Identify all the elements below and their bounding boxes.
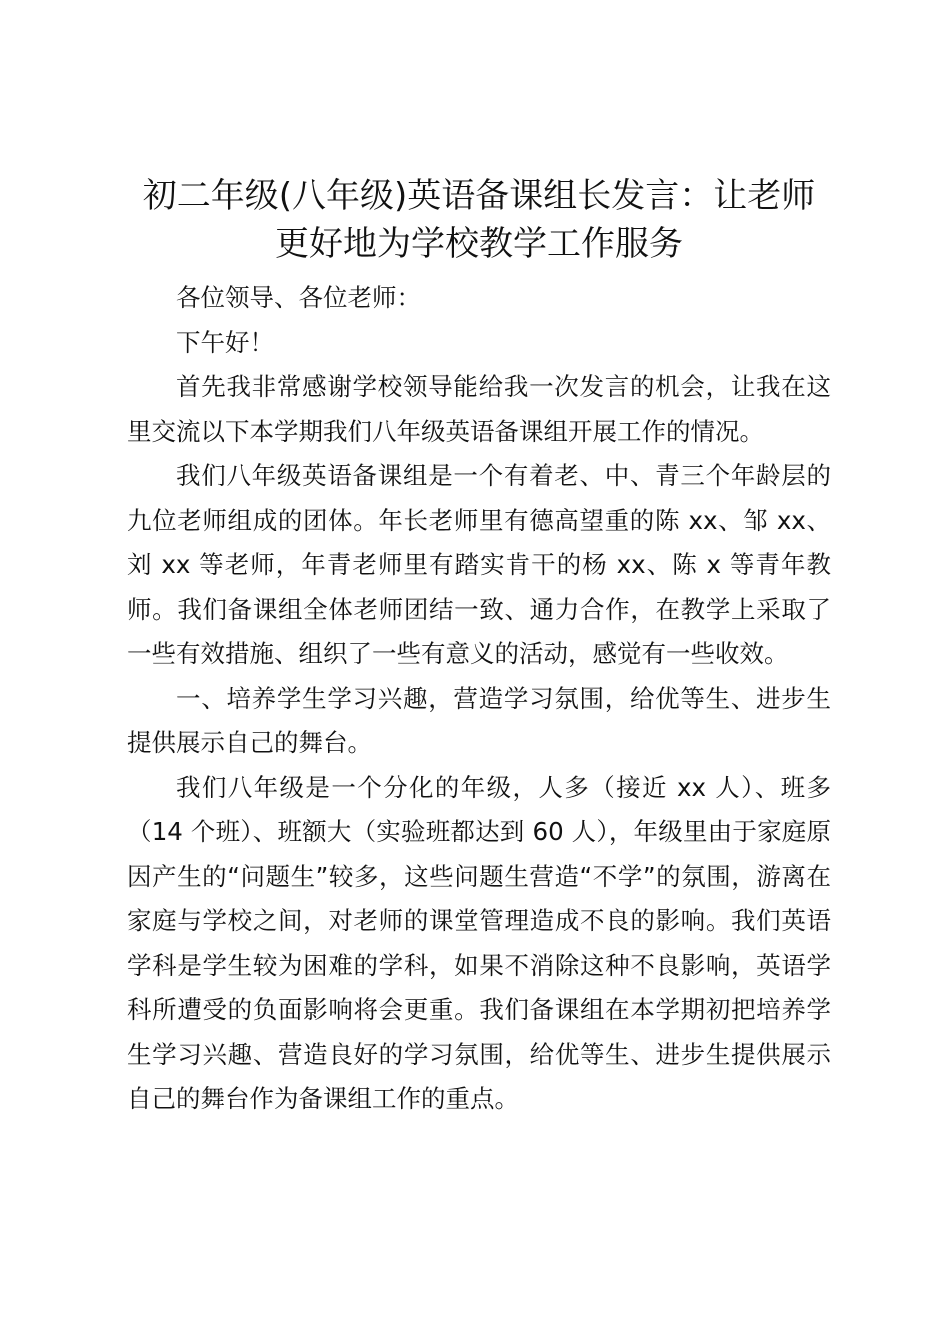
greeting: 下午好！ bbox=[176, 327, 274, 357]
paragraph-team: 我们八年级英语备课组是一个有着老、中、青三个年龄层的九位老师组成的团体。年长老师里有德高望重的陈 xx、邹 xx、刘 xx 等老师，年青老师里有踏实肯干的杨 xx、陈 x 等青年教师。我们备课组全体老师团结一致、通力合作，在教学上采取了一些有效措施、组织了一些有意义的活动，感觉有一些收效。 bbox=[127, 461, 831, 668]
paragraph-intro: 首先我非常感谢学校领导能给我一次发言的机会，让我在这里交流以下本学期我们八年级英语备课组开展工作的情况。 bbox=[127, 372, 831, 446]
document-title bbox=[127, 172, 831, 268]
title-line-1: 初二年级(八年级)英语备课组长发言：让老师 bbox=[142, 176, 816, 216]
section-heading-1: 一、培养学生学习兴趣，营造学习氛围，给优等生、进步生提供展示自己的舞台。 bbox=[127, 683, 831, 757]
title-line-2: 更好地为学校教学工作服务 bbox=[275, 224, 683, 264]
salutation: 各位领导、各位老师： bbox=[176, 283, 421, 312]
paragraph-grade-situation: 我们八年级是一个分化的年级，人多（接近 xx 人）、班多（14 个班）、班额大（实验班都达到 60 人），年级里由于家庭原因产生的“问题生”较多，这些问题生营造“不学”的氛围，游离在家庭与学校之间，对老师的课堂管理造成不良的影响。我们英语学科是学生较为困难的学科，如果不消除这种不良影响，英语学科所遭受的负面影响将会更重。我们备课组在本学期初把培养学生学习兴趣、营造良好的学习氛围，给优等生、进步生提供展示自己的舞台作为备课组工作的重点。 bbox=[127, 772, 831, 1113]
document-page bbox=[127, 172, 831, 1122]
